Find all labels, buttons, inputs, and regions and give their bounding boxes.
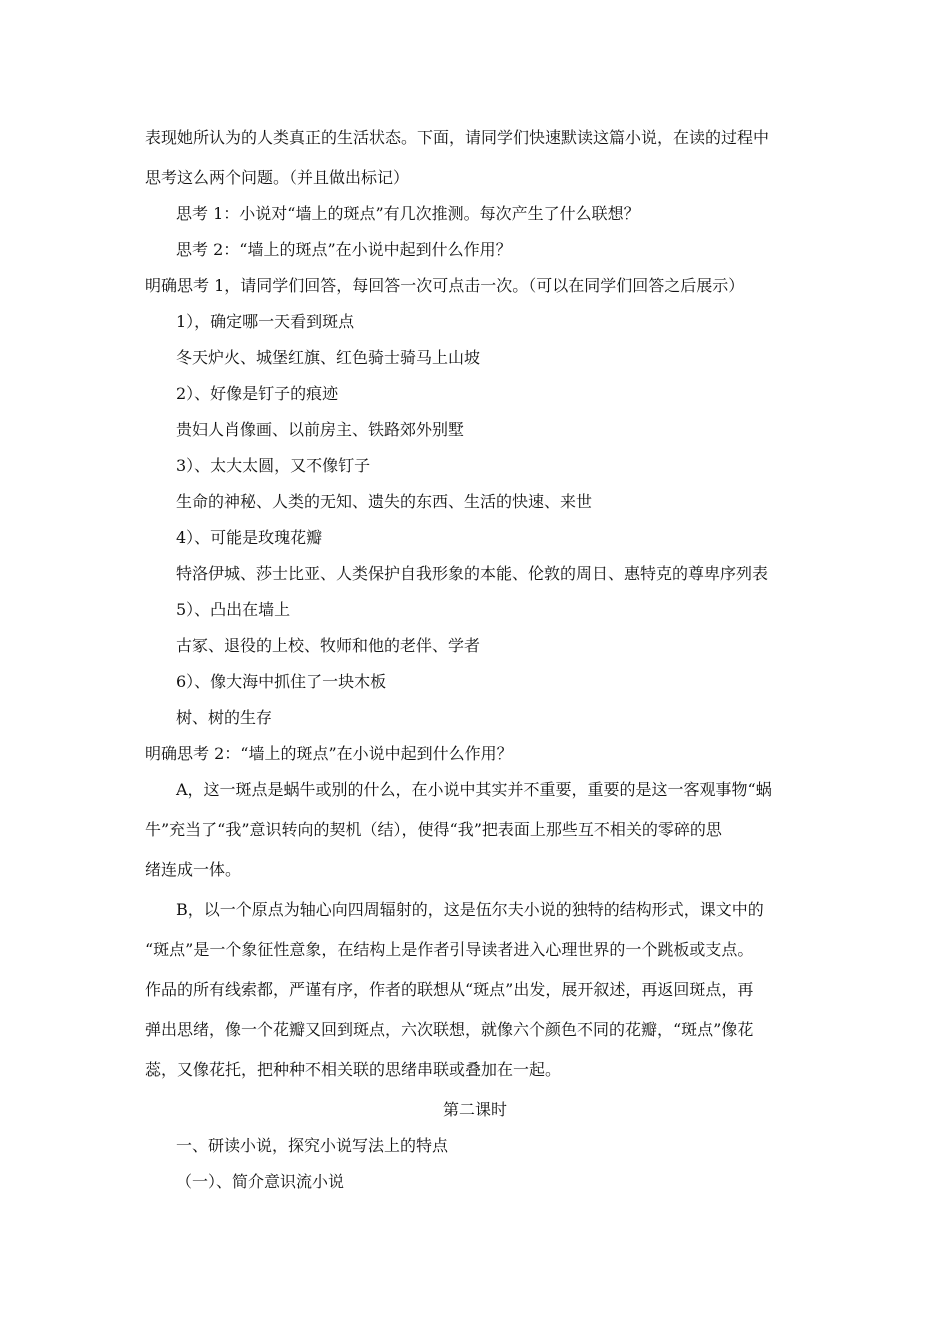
list-item: 2）、好像是钉子的痕迹 xyxy=(176,384,339,403)
list-item-detail: 冬天炉火、城堡红旗、红色骑士骑马上山坡 xyxy=(176,348,481,367)
list-item-detail: 树、树的生存 xyxy=(176,708,273,727)
list-item: 4）、可能是玫瑰花瓣 xyxy=(176,528,323,547)
question-1: 思考 1：小说对“墙上的斑点”有几次推测。每次产生了什么联想？ xyxy=(176,204,640,223)
section-heading: 一、研读小说，探究小说写法上的特点 xyxy=(176,1136,449,1155)
list-item: 3）、太大太圆，又不像钉子 xyxy=(176,456,371,475)
subsection-heading: （一）、简介意识流小说 xyxy=(176,1172,345,1191)
paragraph-line: 表现她所认为的人类真正的生活状态。下面，请同学们快速默读这篇小说，在读的过程中 xyxy=(145,128,770,147)
paragraph-line: 蕊，又像花托，把种种不相关联的思绪串联或叠加在一起。 xyxy=(145,1060,562,1079)
section-title: 第二课时 xyxy=(442,1100,507,1119)
list-item: 1），确定哪一天看到斑点 xyxy=(176,312,355,331)
paragraph-line: B，以一个原点为轴心向四周辐射的，这是伍尔夫小说的独特的结构形式，课文中的 xyxy=(176,900,764,919)
list-item: 5）、凸出在墙上 xyxy=(176,600,291,619)
list-item-detail: 贵妇人肖像画、以前房主、铁路郊外别墅 xyxy=(176,420,465,439)
paragraph-line: 牛”充当了“我”意识转向的契机（结），使得“我”把表面上那些互不相关的零碎的思 xyxy=(145,820,722,839)
list-item-detail: 古冢、退役的上校、牧师和他的老伴、学者 xyxy=(176,636,481,655)
paragraph-line: 思考这么两个问题。（并且做出标记） xyxy=(145,168,410,187)
paragraph-line: 弹出思绪，像一个花瓣又回到斑点，六次联想，就像六个颜色不同的花瓣，“斑点”像花 xyxy=(145,1020,754,1039)
list-item-detail: 特洛伊城、莎士比亚、人类保护自我形象的本能、伦敦的周日、惠特克的尊卑序列表 xyxy=(176,564,769,583)
answer-2-heading: 明确思考 2：“墙上的斑点”在小说中起到什么作用？ xyxy=(145,744,513,763)
paragraph-line: A，这一斑点是蜗牛或别的什么，在小说中其实并不重要，重要的是这一客观事物“蜗 xyxy=(176,780,772,799)
paragraph-line: 作品的所有线索都，严谨有序，作者的联想从“斑点”出发，展开叙述，再返回斑点，再 xyxy=(145,980,754,999)
list-item-detail: 生命的神秘、人类的无知、遗失的东西、生活的快速、来世 xyxy=(176,492,593,511)
list-item: 6）、像大海中抓住了一块木板 xyxy=(176,672,387,691)
paragraph-line: 绪连成一体。 xyxy=(145,860,242,879)
answer-1-heading: 明确思考 1，请同学们回答，每回答一次可点击一次。（可以在同学们回答之后展示） xyxy=(145,276,745,295)
paragraph-line: “斑点”是一个象征性意象，在结构上是作者引导读者进入心理世界的一个跳板或支点。 xyxy=(145,940,754,959)
question-2: 思考 2：“墙上的斑点”在小说中起到什么作用？ xyxy=(176,240,512,259)
